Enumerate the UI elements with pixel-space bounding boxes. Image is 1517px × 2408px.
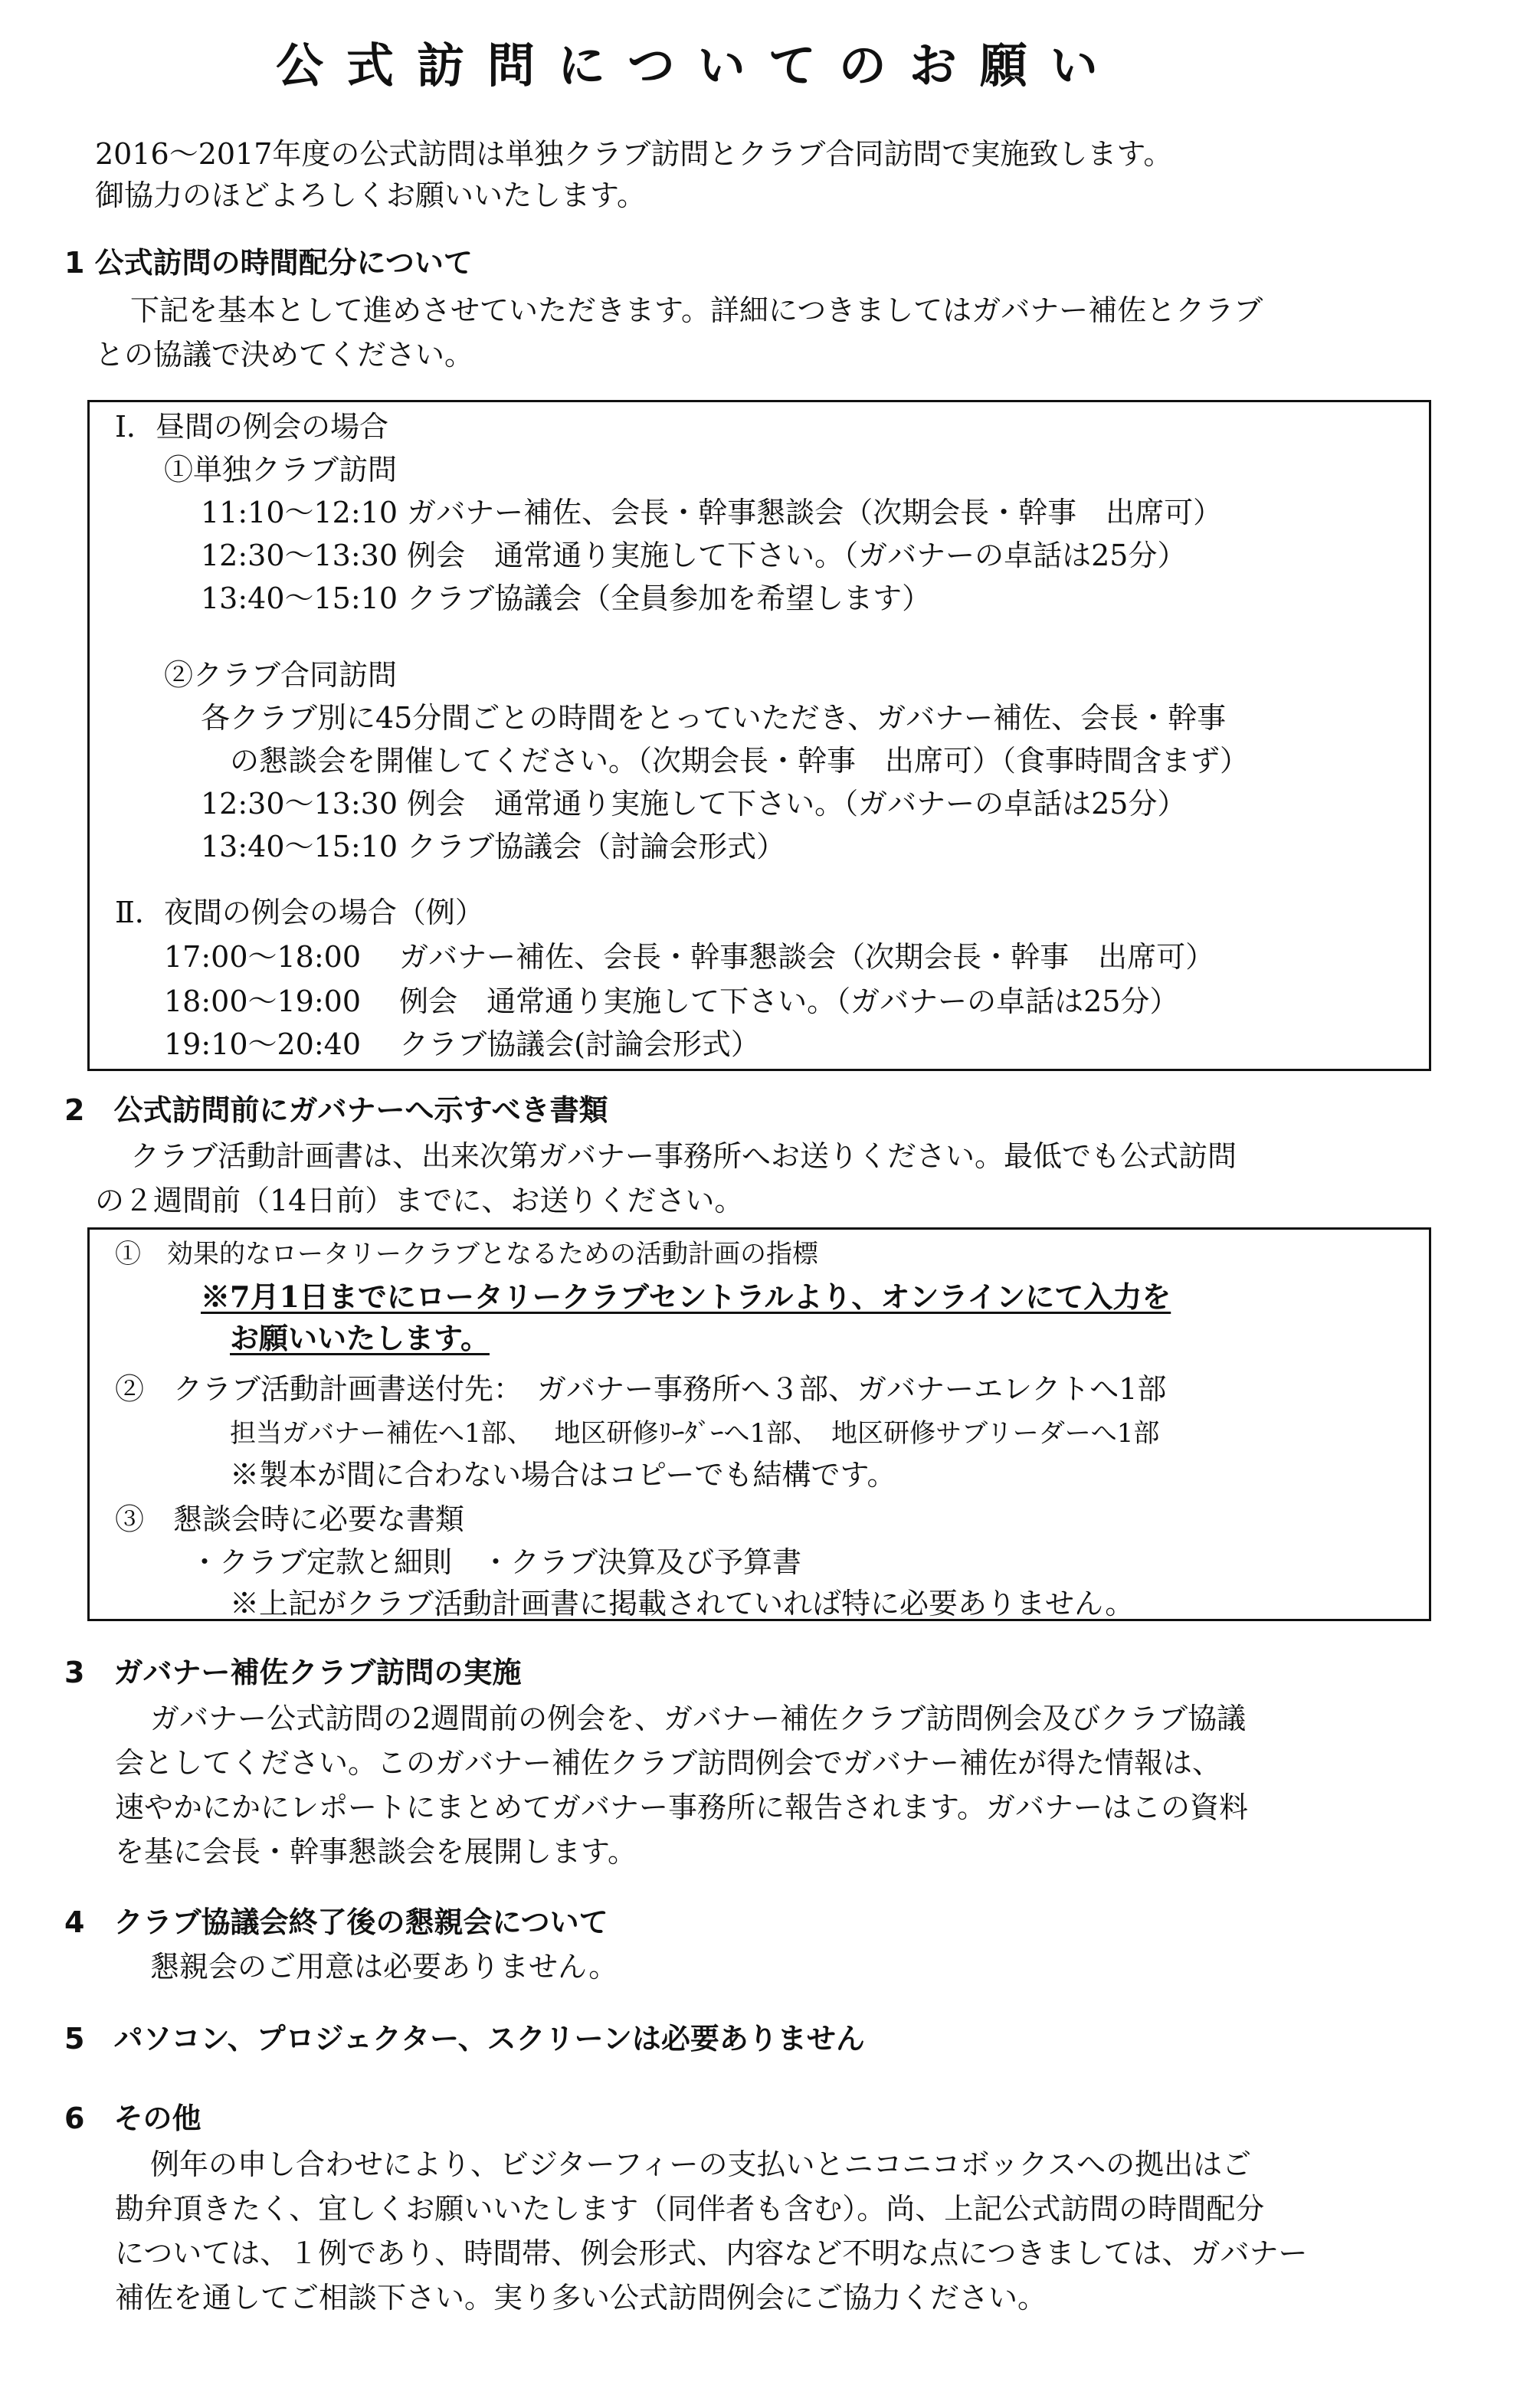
section3-body-line-1: ガバナー公式訪問の2週間前の例会を、ガバナー補佐クラブ訪問例会及びクラブ協議 bbox=[150, 1702, 1247, 1735]
joint-visit-line-4: 13:40～15:10 クラブ協議会（討論会形式） bbox=[201, 830, 786, 863]
documents-item-3-sub: ・クラブ定款と細則 ・クラブ決算及び予算書 bbox=[190, 1545, 802, 1579]
intro-line-1: 2016～2017年度の公式訪問は単独クラブ訪問とクラブ合同訪問で実施致します。 bbox=[95, 137, 1173, 171]
section3-body-line-4: を基に会長・幹事懇談会を展開します。 bbox=[115, 1835, 637, 1869]
page-title: 公式訪問についてのお願い bbox=[276, 38, 1121, 93]
documents-item-2: ② クラブ活動計画書送付先： ガバナー事務所へ３部、ガバナーエレクトへ1部 bbox=[115, 1372, 1167, 1406]
section1-body-line-1: 下記を基本として進めさせていただきます。詳細につきましてはガバナー補佐とクラブ bbox=[130, 293, 1263, 327]
documents-item-2-sub: 担当ガバナー補佐へ1部、 地区研修ﾘｰﾀﾞｰへ1部、 地区研修サブリーダーへ1部 bbox=[230, 1418, 1160, 1449]
single-visit-line-1: 11:10～12:10 ガバナー補佐、会長・幹事懇談会（次期会長・幹事 出席可） bbox=[201, 496, 1223, 529]
day-meeting-heading: Ⅰ．昼間の例会の場合 bbox=[115, 410, 389, 444]
section6-body-line-3: については、１例であり、時間帯、例会形式、内容など不明な点につきましては、ガバナー bbox=[115, 2236, 1308, 2270]
section1-body-line-2: との協議で決めてください。 bbox=[95, 338, 474, 372]
documents-item-1-note-1: ※7月1日までにロータリークラブセントラルより、オンラインにて入力を bbox=[201, 1279, 1171, 1314]
documents-item-3: ③ 懇談会時に必要な書類 bbox=[115, 1502, 465, 1536]
section3-heading: 3 ガバナー補佐クラブ訪問の実施 bbox=[64, 1656, 522, 1689]
section4-heading: 4 クラブ協議会終了後の懇親会について bbox=[64, 1905, 608, 1939]
documents-item-1: ① 効果的なロータリークラブとなるための活動計画の指標 bbox=[115, 1239, 818, 1270]
night-line-3: 19:10～20:40 クラブ協議会(討論会形式） bbox=[164, 1027, 760, 1061]
section1-heading: 1 公式訪問の時間配分について bbox=[64, 246, 473, 280]
night-meeting-heading: Ⅱ．夜間の例会の場合（例） bbox=[115, 896, 484, 929]
section6-body-line-4: 補佐を通してご相談下さい。実り多い公式訪問例会にご協力ください。 bbox=[115, 2281, 1047, 2315]
joint-visit-heading: ②クラブ合同訪問 bbox=[164, 658, 398, 692]
section4-body-line-1: 懇親会のご用意は必要ありません。 bbox=[150, 1950, 618, 1984]
single-visit-heading: ①単独クラブ訪問 bbox=[164, 453, 398, 487]
single-visit-line-3: 13:40～15:10 クラブ協議会（全員参加を希望します） bbox=[201, 582, 932, 615]
section2-body-line-2: の２週間前（14日前）までに、お送りください。 bbox=[95, 1184, 744, 1217]
section3-body-line-3: 速やかにかにレポートにまとめてガバナー事務所に報告されます。ガバナーはこの資料 bbox=[115, 1790, 1248, 1824]
documents-item-3-note: ※上記がクラブ活動計画書に掲載されていれば特に必要ありません。 bbox=[230, 1587, 1135, 1620]
section6-body-line-2: 勘弁頂きたく、宜しくお願いいたします（同伴者も含む）。尚、上記公式訪問の時間配分 bbox=[115, 2192, 1265, 2226]
joint-visit-line-3: 12:30～13:30 例会 通常通り実施して下さい。（ガバナーの卓話は25分） bbox=[201, 787, 1187, 821]
intro-line-2: 御協力のほどよろしくお願いいたします。 bbox=[95, 179, 646, 212]
section6-heading: 6 その他 bbox=[64, 2102, 202, 2135]
section2-heading: 2 公式訪問前にガバナーへ示すべき書類 bbox=[64, 1093, 608, 1127]
joint-visit-line-2: の懇談会を開催してください。（次期会長・幹事 出席可）（食事時間含まず） bbox=[230, 744, 1250, 778]
night-line-2: 18:00～19:00 例会 通常通り実施して下さい。（ガバナーの卓話は25分） bbox=[164, 984, 1179, 1018]
documents-item-2-note: ※製本が間に合わない場合はコピーでも結構です。 bbox=[230, 1458, 896, 1492]
night-line-1: 17:00～18:00 ガバナー補佐、会長・幹事懇談会（次期会長・幹事 出席可） bbox=[164, 940, 1215, 974]
section6-body-line-1: 例年の申し合わせにより、ビジターフィーの支払いとニコニコボックスへの拠出はご bbox=[150, 2148, 1252, 2181]
joint-visit-line-1: 各クラブ別に45分間ごとの時間をとっていただき、ガバナー補佐、会長・幹事 bbox=[201, 701, 1227, 735]
section3-body-line-2: 会としてください。このガバナー補佐クラブ訪問例会でガバナー補佐が得た情報は、 bbox=[115, 1746, 1222, 1780]
section5-heading: 5 パソコン、プロジェクター、スクリーンは必要ありません bbox=[64, 2022, 865, 2056]
documents-item-1-note-2: お願いいたします。 bbox=[230, 1321, 490, 1355]
section2-body-line-1: クラブ活動計画書は、出来次第ガバナー事務所へお送りください。最低でも公式訪問 bbox=[130, 1139, 1237, 1173]
single-visit-line-2: 12:30～13:30 例会 通常通り実施して下さい。（ガバナーの卓話は25分） bbox=[201, 539, 1187, 572]
